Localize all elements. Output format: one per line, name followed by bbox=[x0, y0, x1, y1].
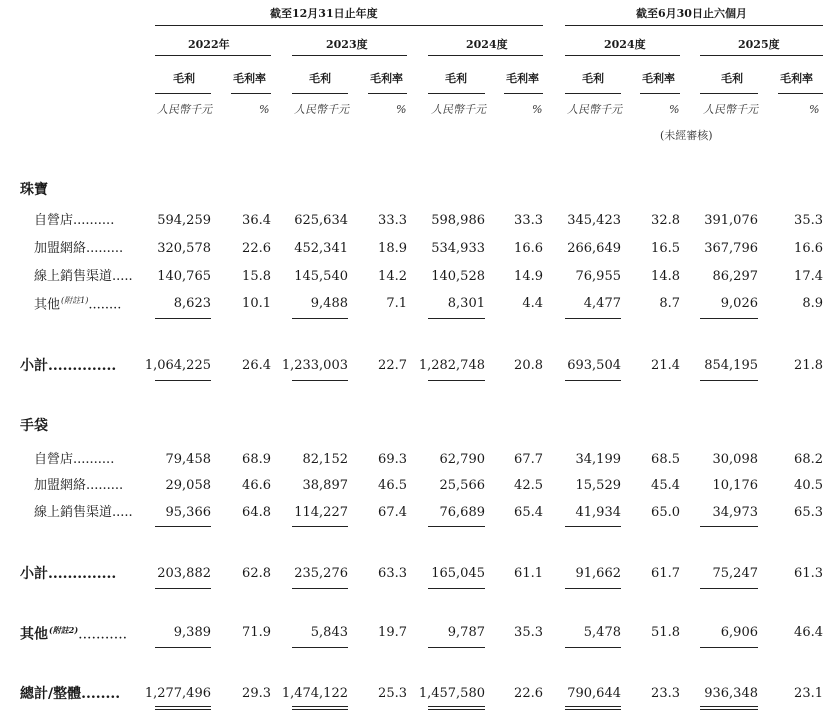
cell-gm-2022: 22.6 bbox=[242, 241, 271, 256]
double-rule bbox=[292, 709, 348, 710]
leader-dots: ........... bbox=[78, 626, 128, 643]
sum-rule bbox=[700, 380, 758, 381]
sum-rule bbox=[155, 318, 211, 319]
col-rule bbox=[292, 93, 348, 94]
unit-gm: % bbox=[669, 103, 680, 116]
col-gm: 毛利率 bbox=[506, 72, 539, 85]
cell-gm-2023: 33.3 bbox=[378, 213, 407, 228]
double-rule bbox=[700, 709, 758, 710]
sum-rule bbox=[428, 318, 485, 319]
col-gp: 毛利 bbox=[582, 72, 604, 85]
cell-gm-2024h1: 21.4 bbox=[651, 358, 680, 373]
sum-rule bbox=[155, 647, 211, 648]
cell-gp-2022: 8,623 bbox=[173, 296, 211, 311]
cell-gm-2024h1: 61.7 bbox=[651, 566, 680, 581]
double-rule bbox=[292, 706, 348, 707]
year-rule-2025-h1 bbox=[700, 55, 823, 56]
cell-gm-2024h1: 65.0 bbox=[651, 505, 680, 520]
cell-gm-2022: 36.4 bbox=[242, 213, 271, 228]
cell-gm-2023: 69.3 bbox=[378, 452, 407, 467]
sum-rule bbox=[700, 647, 758, 648]
year-rule-2024 bbox=[428, 55, 543, 56]
footnote-ref: (附註1) bbox=[61, 296, 89, 305]
cell-gp-2024h1: 91,662 bbox=[575, 566, 621, 581]
cell-gm-2023: 67.4 bbox=[378, 505, 407, 520]
cell-gm-2025h1: 8.9 bbox=[802, 296, 823, 311]
col-rule bbox=[778, 93, 823, 94]
cell-gp-2025h1: 367,796 bbox=[704, 241, 758, 256]
sum-rule bbox=[700, 526, 758, 527]
cell-gp-2023: 235,276 bbox=[294, 566, 348, 581]
period-header-annual: 截至12月31日止年度 bbox=[270, 7, 378, 20]
cell-gm-2025h1: 61.3 bbox=[794, 566, 823, 581]
sum-rule bbox=[155, 380, 211, 381]
cell-gp-2022: 29,058 bbox=[165, 478, 211, 493]
cell-gp-2022: 320,578 bbox=[157, 241, 211, 256]
col-gp: 毛利 bbox=[445, 72, 467, 85]
cell-gm-2024h1: 51.8 bbox=[651, 625, 680, 640]
cell-gm-2025h1: 68.2 bbox=[794, 452, 823, 467]
cell-gm-2023: 18.9 bbox=[378, 241, 407, 256]
cell-gp-2024h1: 790,644 bbox=[567, 686, 621, 701]
col-gm: 毛利率 bbox=[642, 72, 675, 85]
section-title-handbags: 手袋 bbox=[20, 418, 48, 434]
cell-gm-2022: 68.9 bbox=[242, 452, 271, 467]
cell-gm-2024: 20.8 bbox=[514, 358, 543, 373]
cell-gm-2024h1: 8.7 bbox=[659, 296, 680, 311]
row-label: 線上銷售渠道..... bbox=[34, 269, 133, 284]
cell-gp-2024: 598,986 bbox=[431, 213, 485, 228]
cell-gm-2025h1: 35.3 bbox=[794, 213, 823, 228]
others-label-text: 其他 bbox=[20, 626, 48, 643]
cell-gp-2025h1: 854,195 bbox=[704, 358, 758, 373]
cell-gp-2024: 140,528 bbox=[431, 269, 485, 284]
leader-dots: ........ bbox=[88, 297, 122, 313]
cell-gp-2024h1: 34,199 bbox=[575, 452, 621, 467]
section-title-jewellery: 珠寶 bbox=[20, 182, 48, 198]
cell-gm-2025h1: 23.1 bbox=[794, 686, 823, 701]
cell-gp-2023: 1,474,122 bbox=[281, 686, 348, 701]
cell-gm-2022: 46.6 bbox=[242, 478, 271, 493]
total-label: 總計/整體........ bbox=[20, 686, 121, 702]
unit-gp: 人民幣千元 bbox=[567, 103, 622, 116]
sum-rule bbox=[565, 588, 621, 589]
cell-gp-2023: 82,152 bbox=[302, 452, 348, 467]
unit-gp: 人民幣千元 bbox=[703, 103, 758, 116]
cell-gm-2023: 19.7 bbox=[378, 625, 407, 640]
cell-gp-2024h1: 5,478 bbox=[583, 625, 621, 640]
unaudited-note: (未經審核) bbox=[660, 129, 713, 142]
cell-gm-2023: 46.5 bbox=[378, 478, 407, 493]
row-label: 自營店.......... bbox=[34, 213, 115, 228]
cell-gm-2022: 64.8 bbox=[242, 505, 271, 520]
cell-gp-2025h1: 9,026 bbox=[720, 296, 758, 311]
double-rule bbox=[155, 709, 211, 710]
cell-gp-2024h1: 266,649 bbox=[567, 241, 621, 256]
unit-gp: 人民幣千元 bbox=[294, 103, 349, 116]
cell-gp-2023: 452,341 bbox=[294, 241, 348, 256]
col-rule bbox=[565, 93, 621, 94]
sum-rule bbox=[700, 588, 758, 589]
year-2024-h1: 2024度 bbox=[604, 38, 646, 51]
cell-gm-2024: 65.4 bbox=[514, 505, 543, 520]
cell-gp-2024h1: 693,504 bbox=[567, 358, 621, 373]
cell-gp-2024: 534,933 bbox=[431, 241, 485, 256]
cell-gp-2024h1: 345,423 bbox=[567, 213, 621, 228]
cell-gp-2025h1: 391,076 bbox=[704, 213, 758, 228]
cell-gp-2023: 625,634 bbox=[294, 213, 348, 228]
sum-rule bbox=[700, 318, 758, 319]
cell-gm-2024h1: 45.4 bbox=[651, 478, 680, 493]
cell-gm-2024: 61.1 bbox=[514, 566, 543, 581]
cell-gm-2024: 14.9 bbox=[514, 269, 543, 284]
col-rule bbox=[155, 93, 211, 94]
cell-gm-2025h1: 65.3 bbox=[794, 505, 823, 520]
col-gp: 毛利 bbox=[173, 72, 195, 85]
cell-gp-2024: 25,566 bbox=[439, 478, 485, 493]
double-rule bbox=[428, 709, 485, 710]
cell-gm-2025h1: 46.4 bbox=[794, 625, 823, 640]
cell-gm-2025h1: 21.8 bbox=[794, 358, 823, 373]
unit-gp: 人民幣千元 bbox=[157, 103, 212, 116]
sum-rule bbox=[292, 526, 348, 527]
cell-gm-2023: 22.7 bbox=[378, 358, 407, 373]
cell-gm-2024: 4.4 bbox=[522, 296, 543, 311]
sum-rule bbox=[292, 318, 348, 319]
cell-gm-2024h1: 14.8 bbox=[651, 269, 680, 284]
year-2022: 2022年 bbox=[188, 38, 230, 51]
cell-gm-2024h1: 68.5 bbox=[651, 452, 680, 467]
col-gm: 毛利率 bbox=[233, 72, 266, 85]
col-rule bbox=[700, 93, 758, 94]
cell-gp-2025h1: 10,176 bbox=[712, 478, 758, 493]
cell-gm-2024h1: 16.5 bbox=[651, 241, 680, 256]
double-rule bbox=[700, 706, 758, 707]
cell-gp-2024h1: 15,529 bbox=[575, 478, 621, 493]
cell-gp-2022: 1,064,225 bbox=[144, 358, 211, 373]
sum-rule bbox=[428, 526, 485, 527]
row-label: 自營店.......... bbox=[34, 452, 115, 467]
others-label bbox=[20, 626, 127, 642]
cell-gm-2024: 35.3 bbox=[514, 625, 543, 640]
sum-rule bbox=[565, 647, 621, 648]
cell-gp-2022: 95,366 bbox=[165, 505, 211, 520]
subtotal-label: 小計.............. bbox=[20, 358, 117, 374]
cell-gp-2025h1: 34,973 bbox=[712, 505, 758, 520]
cell-gp-2025h1: 6,906 bbox=[720, 625, 758, 640]
cell-gm-2023: 25.3 bbox=[378, 686, 407, 701]
col-rule bbox=[640, 93, 680, 94]
double-rule bbox=[565, 706, 621, 707]
unit-gm: % bbox=[809, 103, 820, 116]
cell-gm-2022: 26.4 bbox=[242, 358, 271, 373]
col-gp: 毛利 bbox=[721, 72, 743, 85]
sum-rule bbox=[565, 380, 621, 381]
cell-gp-2022: 594,259 bbox=[157, 213, 211, 228]
year-rule-2023 bbox=[292, 55, 407, 56]
col-gp: 毛利 bbox=[309, 72, 331, 85]
subtotal-label: 小計.............. bbox=[20, 566, 117, 582]
cell-gm-2025h1: 40.5 bbox=[794, 478, 823, 493]
cell-gm-2022: 62.8 bbox=[242, 566, 271, 581]
cell-gp-2025h1: 75,247 bbox=[712, 566, 758, 581]
year-2023: 2023度 bbox=[326, 38, 368, 51]
cell-gm-2022: 29.3 bbox=[242, 686, 271, 701]
period-rule-annual bbox=[155, 25, 543, 26]
cell-gp-2025h1: 86,297 bbox=[712, 269, 758, 284]
cell-gp-2024h1: 4,477 bbox=[583, 296, 621, 311]
sum-rule bbox=[155, 588, 211, 589]
cell-gp-2023: 1,233,003 bbox=[281, 358, 348, 373]
cell-gp-2024: 9,787 bbox=[447, 625, 485, 640]
row-label: 加盟網絡......... bbox=[34, 241, 124, 256]
unit-gm: % bbox=[396, 103, 407, 116]
cell-gp-2022: 140,765 bbox=[157, 269, 211, 284]
cell-gp-2025h1: 936,348 bbox=[704, 686, 758, 701]
col-rule bbox=[504, 93, 543, 94]
year-rule-2024-h1 bbox=[565, 55, 680, 56]
cell-gm-2024: 22.6 bbox=[514, 686, 543, 701]
footnote-ref: (附註2) bbox=[49, 625, 79, 635]
row-label bbox=[34, 297, 121, 311]
cell-gp-2023: 38,897 bbox=[302, 478, 348, 493]
cell-gm-2024h1: 23.3 bbox=[651, 686, 680, 701]
cell-gp-2023: 145,540 bbox=[294, 269, 348, 284]
cell-gp-2022: 203,882 bbox=[157, 566, 211, 581]
cell-gm-2024: 16.6 bbox=[514, 241, 543, 256]
cell-gp-2022: 79,458 bbox=[165, 452, 211, 467]
cell-gp-2022: 1,277,496 bbox=[144, 686, 211, 701]
cell-gm-2024h1: 32.8 bbox=[651, 213, 680, 228]
sum-rule bbox=[155, 526, 211, 527]
double-rule bbox=[565, 709, 621, 710]
cell-gp-2024h1: 41,934 bbox=[575, 505, 621, 520]
sum-rule bbox=[565, 318, 621, 319]
cell-gp-2024: 62,790 bbox=[439, 452, 485, 467]
cell-gm-2023: 63.3 bbox=[378, 566, 407, 581]
sum-rule bbox=[292, 380, 348, 381]
cell-gp-2023: 114,227 bbox=[294, 505, 348, 520]
cell-gp-2024: 1,282,748 bbox=[418, 358, 485, 373]
sum-rule bbox=[428, 647, 485, 648]
sum-rule bbox=[292, 588, 348, 589]
cell-gp-2024: 76,689 bbox=[439, 505, 485, 520]
unit-gm: % bbox=[532, 103, 543, 116]
cell-gm-2022: 10.1 bbox=[242, 296, 271, 311]
col-rule bbox=[368, 93, 407, 94]
col-gm: 毛利率 bbox=[780, 72, 813, 85]
cell-gp-2023: 5,843 bbox=[310, 625, 348, 640]
sum-rule bbox=[428, 588, 485, 589]
cell-gm-2025h1: 16.6 bbox=[794, 241, 823, 256]
cell-gm-2022: 71.9 bbox=[242, 625, 271, 640]
col-gm: 毛利率 bbox=[370, 72, 403, 85]
year-2024: 2024度 bbox=[466, 38, 508, 51]
double-rule bbox=[155, 706, 211, 707]
cell-gm-2022: 15.8 bbox=[242, 269, 271, 284]
cell-gp-2024: 165,045 bbox=[431, 566, 485, 581]
period-rule-interim bbox=[565, 25, 823, 26]
cell-gp-2022: 9,389 bbox=[173, 625, 211, 640]
cell-gm-2023: 14.2 bbox=[378, 269, 407, 284]
sum-rule bbox=[292, 647, 348, 648]
cell-gm-2024: 33.3 bbox=[514, 213, 543, 228]
cell-gm-2025h1: 17.4 bbox=[794, 269, 823, 284]
sum-rule bbox=[565, 526, 621, 527]
sum-rule bbox=[428, 380, 485, 381]
cell-gp-2024: 1,457,580 bbox=[418, 686, 485, 701]
year-rule-2022 bbox=[155, 55, 271, 56]
cell-gm-2024: 67.7 bbox=[514, 452, 543, 467]
cell-gp-2024: 8,301 bbox=[447, 296, 485, 311]
cell-gp-2025h1: 30,098 bbox=[712, 452, 758, 467]
unit-gm: % bbox=[259, 103, 270, 116]
row-label: 線上銷售渠道..... bbox=[34, 505, 133, 520]
cell-gp-2023: 9,488 bbox=[310, 296, 348, 311]
col-rule bbox=[428, 93, 485, 94]
period-header-interim: 截至6月30日止六個月 bbox=[636, 7, 747, 20]
unit-gp: 人民幣千元 bbox=[431, 103, 486, 116]
row-label: 加盟網絡......... bbox=[34, 478, 124, 493]
cell-gm-2023: 7.1 bbox=[386, 296, 407, 311]
row-label-text: 其他 bbox=[34, 297, 61, 313]
year-2025-h1: 2025度 bbox=[738, 38, 780, 51]
col-rule bbox=[231, 93, 271, 94]
double-rule bbox=[428, 706, 485, 707]
cell-gp-2024h1: 76,955 bbox=[575, 269, 621, 284]
cell-gm-2024: 42.5 bbox=[514, 478, 543, 493]
